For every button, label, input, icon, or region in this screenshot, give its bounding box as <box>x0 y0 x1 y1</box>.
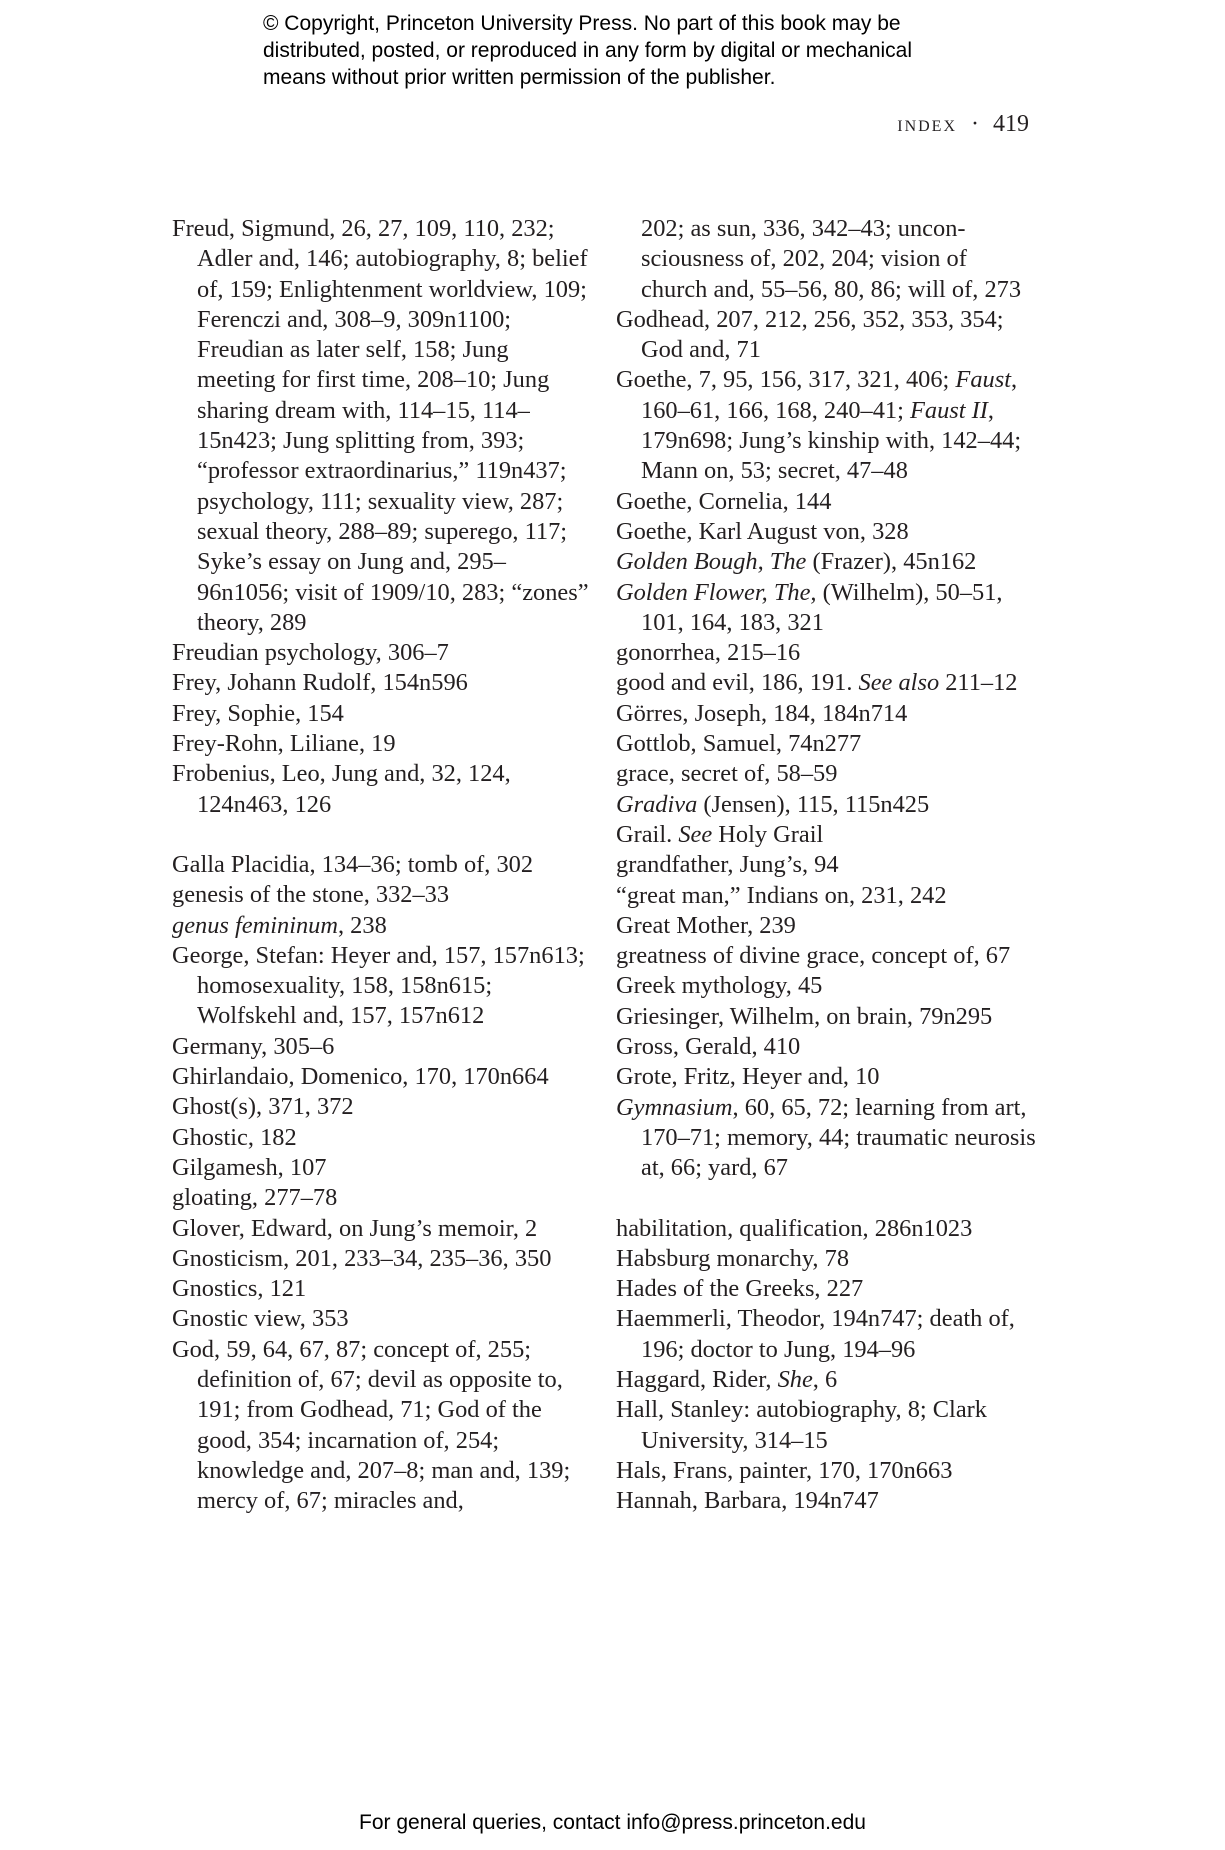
entry-text: grandfather, Jung’s, 94 <box>616 851 839 879</box>
entry-text: (Wilhelm), 50–51, 101, 164, 183, 321 <box>641 578 1003 636</box>
running-head <box>897 110 1029 138</box>
copyright-line: means without prior written permission of the publisher. <box>263 66 776 89</box>
entry-text: Glover, Edward, on Jung’s memoir, 2 <box>172 1214 538 1242</box>
entry-text: , 6 <box>812 1365 838 1393</box>
index-entry <box>616 1456 1036 1486</box>
entry-text: Frobenius, Leo, Jung and, 32, 124, 124n463, 126 <box>172 760 511 818</box>
index-entry <box>616 1395 1036 1456</box>
entry-text: Greek mythology, 45 <box>616 972 823 1000</box>
index-entry <box>172 638 592 668</box>
index-entry <box>616 699 1036 729</box>
index-entry <box>172 1092 592 1122</box>
index-entry <box>172 1244 592 1274</box>
index-entry <box>172 729 592 759</box>
entry-text: George, Stefan: Heyer and, 157, 157n613; homosexuality, 158, 158n615; Wolfskehl and, 157, 157n612 <box>172 941 585 1030</box>
index-entry <box>616 1365 1036 1395</box>
entry-text: Gottlob, Samuel, 74n277 <box>616 730 862 758</box>
index-entry <box>172 1062 592 1092</box>
italic-text: Gradiva <box>616 790 698 818</box>
italic-text: Gymnasium <box>616 1093 733 1121</box>
copyright-line: distributed, posted, or reproduced in any form by digital or mechanical <box>263 39 913 62</box>
index-entry <box>172 1153 592 1183</box>
index-entry <box>616 1093 1036 1184</box>
entry-text: Great Mother, 239 <box>616 911 796 939</box>
entry-text: Grote, Fritz, Heyer and, 10 <box>616 1063 880 1091</box>
index-entry <box>616 1304 1036 1365</box>
index-entry <box>616 850 1036 880</box>
entry-text: good and evil, 186, 191. <box>616 669 859 697</box>
entry-text: “great man,” Indians on, 231, 242 <box>616 881 947 909</box>
entry-text: Frey-Rohn, Liliane, 19 <box>172 730 396 758</box>
index-entry <box>172 1183 592 1213</box>
entry-text: God, 59, 64, 67, 87; concept of, 255; definition of, 67; devil as opposite to, 191; from Godhead, 71; God of the good, 354; incarnation of, 254; knowledge and, 207–8; man and, 139; mercy of, 67; miracles and, <box>172 1335 571 1515</box>
entry-text: Griesinger, Wilhelm, on brain, 79n295 <box>616 1002 993 1030</box>
entry-text: Goethe, 7, 95, 156, 317, 321, 406; <box>616 366 956 394</box>
entry-text: gloating, 277–78 <box>172 1184 338 1212</box>
entry-text: Ghostic, 182 <box>172 1123 297 1151</box>
entry-text: , 160–61, 166, 168, 240–41; <box>641 366 1018 424</box>
entry-text: Hall, Stanley: autobiography, 8; Clark University, 314–15 <box>616 1396 987 1454</box>
index-entry <box>616 365 1036 486</box>
entry-text: Freud, Sigmund, 26, 27, 109, 110, 232; Adler and, 146; autobiography, 8; belief of, 159; Enlightenment worldview, 109; Ferenczi and, 308–9, 309n1100; Freudian as later self, 158; Jung meeting for first time, 208–10; Jung sharing dream with, 114–15, 114–15n423; Jung splitting from, 393; “professor extraordinarius,” 119n437; psychology, 111; sexuality view, 287; sexual theory, 288–89; superego, 117; Syke’s essay on Jung and, 295–96n1056; visit of 1909/10, 283; “zones” theory, 289 <box>172 215 589 636</box>
index-entry <box>172 668 592 698</box>
entry-text: Haggard, Rider, <box>616 1365 778 1393</box>
index-entry <box>616 790 1036 820</box>
entry-text: habilitation, qualification, 286n1023 <box>616 1214 973 1242</box>
index-entry <box>172 214 592 638</box>
index-entry <box>616 668 1036 698</box>
italic-text: See <box>678 820 713 848</box>
entry-text: Frey, Sophie, 154 <box>172 699 344 727</box>
index-entry <box>616 911 1036 941</box>
index-entry <box>616 547 1036 577</box>
entry-text: , 179n698; Jung’s kinship with, 142–44; Mann on, 53; secret, 47–48 <box>641 396 1022 485</box>
entry-text: , 60, 65, 72; learning from art, 170–71; memory, 44; traumatic neurosis at, 66; yard, 67 <box>641 1093 1036 1182</box>
index-entry <box>616 729 1036 759</box>
index-entry <box>172 1214 592 1244</box>
italic-text: Golden Bough, The <box>616 548 807 576</box>
entry-text: 211–12 <box>939 669 1018 697</box>
entry-text: Freudian psychology, 306–7 <box>172 639 449 667</box>
entry-text: Gross, Gerald, 410 <box>616 1033 801 1061</box>
index-entry <box>172 1274 592 1304</box>
entry-text: Hannah, Barbara, 194n747 <box>616 1487 879 1515</box>
italic-text: genus femininum <box>172 911 338 939</box>
index-entry <box>616 1274 1036 1304</box>
copyright-line: © Copyright, Princeton University Press. No part of this book may be <box>263 12 901 35</box>
entry-text: Habsburg monarchy, 78 <box>616 1244 850 1272</box>
index-entry <box>172 1123 592 1153</box>
italic-text: Faust <box>955 366 1011 394</box>
entry-text: Gnosticism, 201, 233–34, 235–36, 350 <box>172 1244 552 1272</box>
index-entry <box>172 1304 592 1334</box>
page-number: 419 <box>993 111 1029 137</box>
index-entry <box>172 880 592 910</box>
entry-text: Görres, Joseph, 184, 184n714 <box>616 699 908 727</box>
footer-contact: For general queries, contact info@press.princeton.edu <box>359 1811 866 1834</box>
entry-text: (Jensen), 115, 115n425 <box>697 790 930 818</box>
entry-text: genesis of the stone, 332–33 <box>172 881 450 909</box>
index-column-left <box>172 214 592 1516</box>
entry-text: greatness of divine grace, concept of, 67 <box>616 942 1011 970</box>
entry-text: Godhead, 207, 212, 256, 352, 353, 354; God and, 71 <box>616 305 1004 364</box>
index-entry <box>172 911 592 941</box>
entry-text: Goethe, Cornelia, 144 <box>616 487 832 515</box>
index-entry <box>172 1032 592 1062</box>
entry-text: Hals, Frans, painter, 170, 170n663 <box>616 1456 953 1484</box>
header-separator: · <box>971 111 979 137</box>
index-entry <box>616 1002 1036 1032</box>
index-entry <box>172 850 592 880</box>
index-entry <box>616 487 1036 517</box>
index-entry <box>616 1244 1036 1274</box>
index-column-right <box>616 214 1036 1516</box>
entry-text: Ghost(s), 371, 372 <box>172 1093 354 1121</box>
entry-text: Frey, Johann Rudolf, 154n596 <box>172 669 468 697</box>
entry-text: Germany, 305–6 <box>172 1032 335 1060</box>
entry-text: Grail. <box>616 820 679 848</box>
index-entry <box>172 1335 592 1517</box>
entry-text: (Frazer), 45n162 <box>806 548 977 576</box>
entry-text: Ghirlandaio, Domenico, 170, 170n664 <box>172 1063 549 1091</box>
index-entry <box>616 517 1036 547</box>
index-entry <box>616 971 1036 1001</box>
italic-text: Golden Flower, The, <box>616 578 817 606</box>
entry-text: Hades of the Greeks, 227 <box>616 1275 864 1303</box>
index-entry <box>616 578 1036 639</box>
italic-text: She <box>777 1365 813 1393</box>
entry-text: 202; as sun, 336, 342–43; unconsciousness of, 202, 204; vision of church and, 55–56, 80, 86; will of, 273 <box>641 215 1022 303</box>
index-entry <box>616 305 1036 366</box>
section-title: index <box>897 111 957 136</box>
index-entry <box>172 941 592 1032</box>
index-entry <box>616 820 1036 850</box>
letter-group-gap <box>616 1184 1036 1214</box>
index-entry <box>616 638 1036 668</box>
index-entry <box>616 1214 1036 1244</box>
entry-text: , 238 <box>337 911 387 939</box>
index-entry-continued <box>616 214 1036 305</box>
index-entry <box>616 1062 1036 1092</box>
italic-text: Faust II <box>909 396 988 424</box>
index-entry <box>616 881 1036 911</box>
index-entry <box>616 759 1036 789</box>
entry-text: Gnostics, 121 <box>172 1275 307 1303</box>
index-entry <box>172 759 592 820</box>
entry-text: Goethe, Karl August von, 328 <box>616 517 909 545</box>
index-entry <box>616 1486 1036 1516</box>
entry-text: Gnostic view, 353 <box>172 1305 349 1333</box>
index-entry <box>616 1032 1036 1062</box>
index-entry <box>616 941 1036 971</box>
entry-text: Gilgamesh, 107 <box>172 1153 327 1181</box>
entry-text: Galla Placidia, 134–36; tomb of, 302 <box>172 850 534 878</box>
entry-text: Holy Grail <box>712 820 824 848</box>
italic-text: See also <box>858 669 940 697</box>
entry-text: gonorrhea, 215–16 <box>616 639 801 667</box>
letter-group-gap <box>172 820 592 850</box>
entry-text: Haemmerli, Theodor, 194n747; death of, 196; doctor to Jung, 194–96 <box>616 1305 1015 1363</box>
copyright-notice <box>263 10 1023 91</box>
entry-text: grace, secret of, 58–59 <box>616 760 838 788</box>
index-entry <box>172 699 592 729</box>
